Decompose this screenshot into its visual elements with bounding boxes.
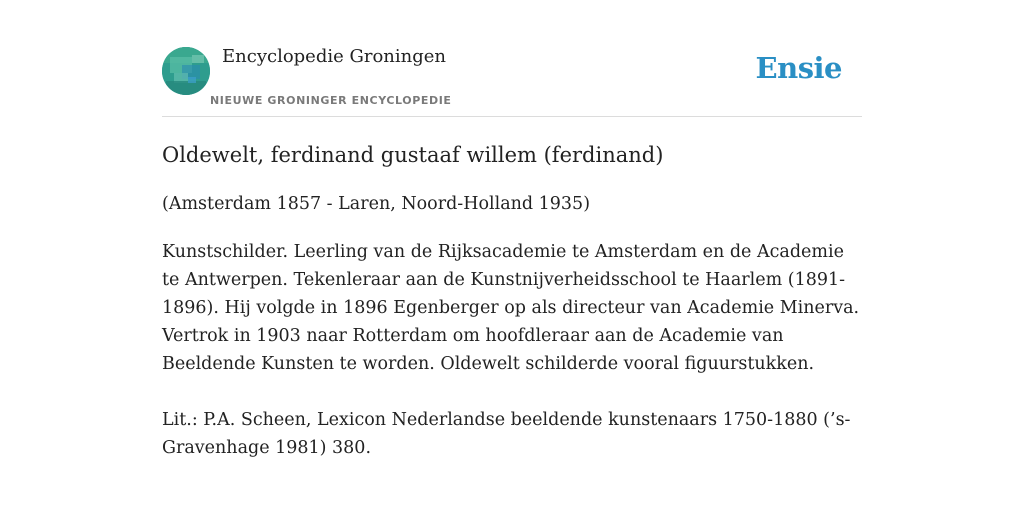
site-header — [162, 46, 862, 117]
entry-title: Oldewelt, ferdinand gustaaf willem (ferdinand) — [162, 143, 664, 167]
groningen-map-icon — [162, 47, 210, 95]
site-logo-icon[interactable] — [162, 47, 210, 95]
entry-article — [162, 140, 862, 462]
entry-body: Kunstschilder. Leerling van de Rijksacademie te Amsterdam en de Academie te Antwerpen. Tekenleraar aan de Kunstnijverheidsschool te Haarlem (1891-1896). Hij volgde in 1896 Egenberger op als directeur van Academie Minerva. Vertrok in 1903 naar Rotterdam om hoofdleraar aan de Academie van Beeldende Kunsten te worden. Oldewelt schilderde vooral figuurstukken. — [162, 242, 860, 374]
entry-literature: Lit.: P.A. Scheen, Lexicon Nederlandse beeldende kunstenaars 1750-1880 (’s-Gravenhage 1981) 380. — [162, 410, 851, 458]
site-subtitle: NIEUWE GRONINGER ENCYCLOPEDIE — [210, 94, 452, 107]
site-title[interactable]: Encyclopedie Groningen — [222, 46, 447, 67]
ensie-brand-logo[interactable]: Ensie — [755, 51, 842, 85]
entry-dates: (Amsterdam 1857 - Laren, Noord-Holland 1935) — [162, 194, 591, 214]
